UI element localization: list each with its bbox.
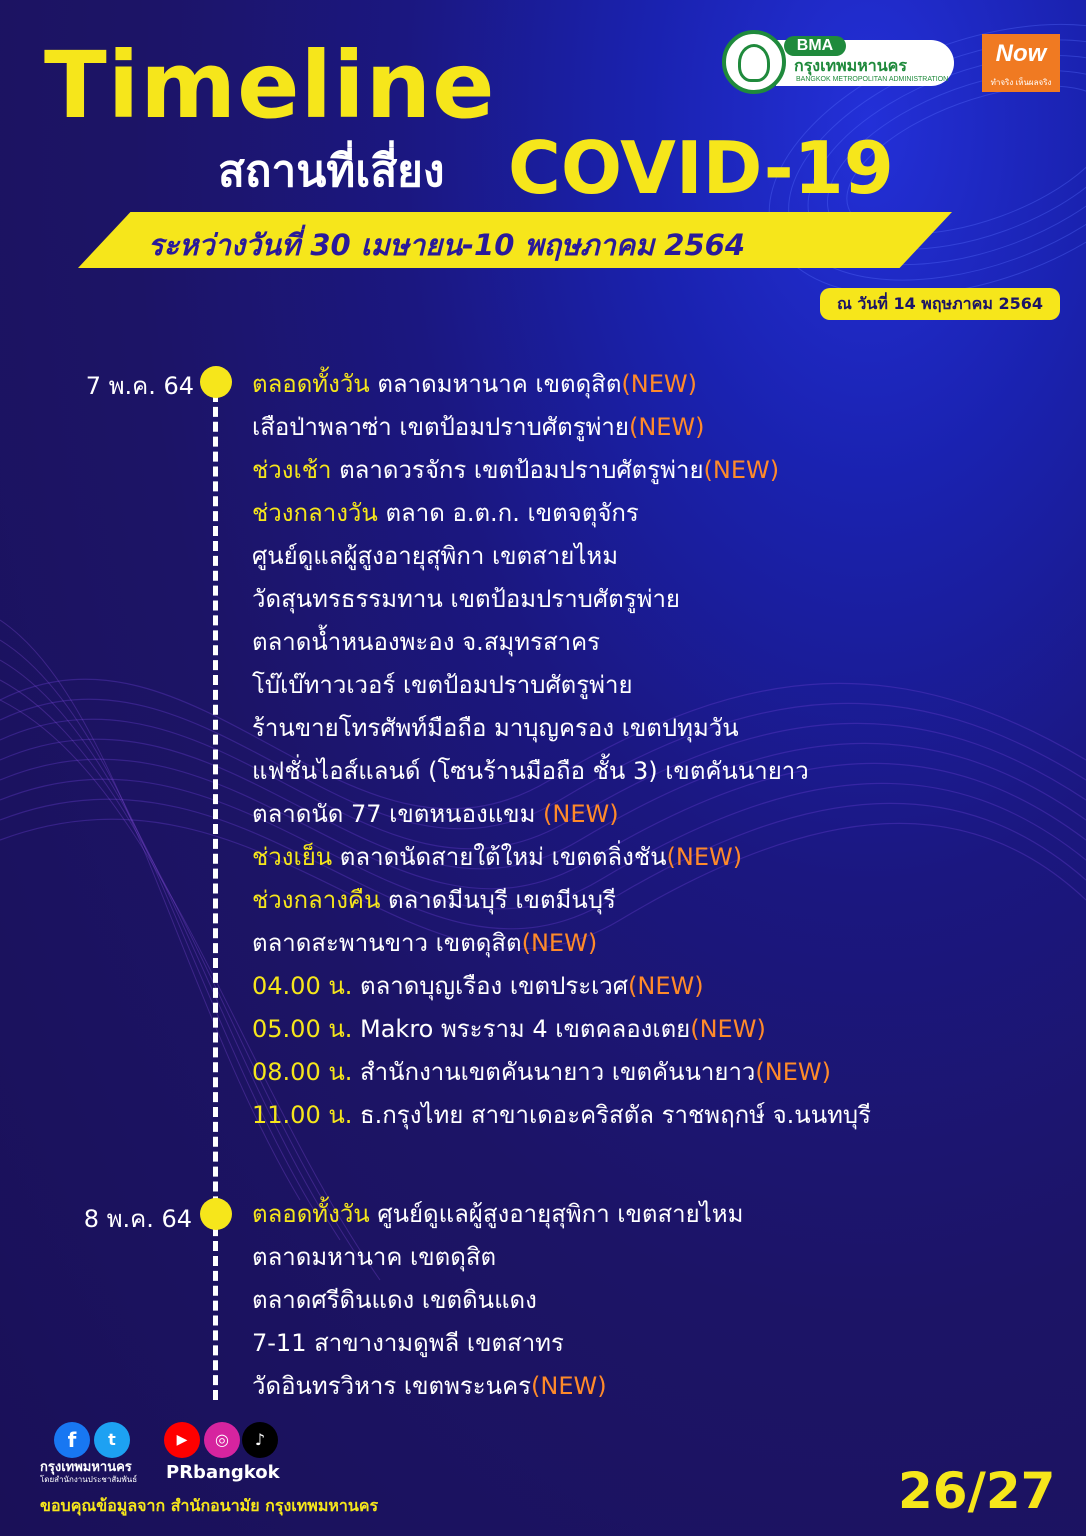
entry-place: ศูนย์ดูแลผู้สูงอายุสุพิกา เขตสายไหม	[377, 1200, 744, 1228]
entry-place: ตลาดวรจักร เขตป้อมปราบศัตรูพ่าย	[339, 456, 704, 484]
footer-org-name: กรุงเทพมหานคร	[40, 1460, 132, 1475]
entry-place: ธ.กรุงไทย สาขาเดอะคริสตัล ราชพฤกษ์ จ.นนทบุรี	[360, 1101, 872, 1129]
entry-time: 05.00 น.	[252, 1015, 360, 1043]
entry-time: 11.00 น.	[252, 1101, 360, 1129]
timeline-dot	[200, 1198, 232, 1230]
entry-place: 7-11 สาขางามดูพลี เขตสาทร	[252, 1329, 564, 1357]
footer-org-sub: โดยสำนักงานประชาสัมพันธ์	[40, 1475, 138, 1484]
twitter-icon[interactable]: t	[94, 1422, 130, 1458]
facebook-icon[interactable]: f	[54, 1422, 90, 1458]
timeline-entry	[252, 707, 871, 750]
entry-place: ศูนย์ดูแลผู้สูงอายุสุพิกา เขตสายไหม	[252, 542, 619, 570]
timeline-entry	[252, 492, 871, 535]
new-badge: (NEW)	[621, 370, 697, 398]
entry-time: 04.00 น.	[252, 972, 360, 1000]
timeline-entry	[252, 535, 871, 578]
new-badge: (NEW)	[755, 1058, 831, 1086]
timeline-entry	[252, 1094, 871, 1137]
timeline-entry	[252, 406, 871, 449]
timeline-entry	[252, 1322, 743, 1365]
entry-place: วัดสุนทรธรรมทาน เขตป้อมปราบศัตรูพ่าย	[252, 585, 680, 613]
timeline-entry	[252, 578, 871, 621]
timeline-entry	[252, 449, 871, 492]
timeline-entry	[252, 1279, 743, 1322]
entry-place: ตลาดสะพานขาว เขตดุสิต	[252, 929, 522, 957]
new-badge: (NEW)	[521, 929, 598, 957]
subtitle-thai: สถานที่เสี่ยง	[218, 146, 445, 197]
timeline-entry	[252, 922, 871, 965]
entry-place: ตลาดมหานาค เขตดุสิต	[377, 370, 622, 398]
timeline-group-2	[252, 1193, 743, 1408]
entry-time: ช่วงกลางวัน	[252, 499, 386, 527]
timeline-group-1	[252, 363, 871, 1137]
timeline-entry	[252, 1193, 743, 1236]
new-badge: (NEW)	[531, 1372, 607, 1400]
entry-place: Makro พระราม 4 เขตคลองเตย	[360, 1015, 691, 1043]
timeline-line	[213, 392, 218, 1400]
new-badge: (NEW)	[690, 1015, 766, 1043]
bma-tag: BMA	[784, 36, 846, 56]
timeline-entry	[252, 1008, 871, 1051]
timeline-entry	[252, 836, 871, 879]
tiktok-icon[interactable]: ♪	[242, 1422, 278, 1458]
entry-place: ร้านขายโทรศัพท์มือถือ มาบุญครอง เขตปทุมวัน	[252, 714, 739, 742]
entry-time: ช่วงเย็น	[252, 843, 340, 871]
now-logo-text: Now	[995, 40, 1047, 67]
entry-place: ตลาดนัด 77 เขตหนองแขม	[252, 800, 544, 828]
entry-place: ตลาดศรีดินแดง เขตดินแดง	[252, 1286, 537, 1314]
new-badge: (NEW)	[703, 456, 780, 484]
entry-time: ช่วงกลางคืน	[252, 886, 389, 914]
entry-place: ตลาดนัดสายใต้ใหม่ เขตตลิ่งชัน	[339, 843, 667, 871]
timeline-entry	[252, 965, 871, 1008]
entry-place: โบ๊เบ๊ทาวเวอร์ เขตป้อมปราบศัตรูพ่าย	[252, 671, 633, 699]
entry-place: สำนักงานเขตคันนายาว เขตคันนายาว	[360, 1058, 756, 1086]
timeline-entry	[252, 621, 871, 664]
youtube-icon[interactable]: ▶	[164, 1422, 200, 1458]
timeline-dot	[200, 366, 232, 398]
new-badge: (NEW)	[666, 843, 743, 871]
new-badge: (NEW)	[628, 972, 704, 1000]
entry-place: ตลาดน้ำหนองพะอง จ.สมุทรสาคร	[252, 628, 601, 656]
timeline-entry	[252, 879, 871, 922]
instagram-icon[interactable]: ◎	[204, 1422, 240, 1458]
bma-name-thai: กรุงเทพมหานคร	[794, 56, 907, 75]
social-handle: PRbangkok	[166, 1462, 280, 1483]
as-of-badge: ณ วันที่ 14 พฤษภาคม 2564	[820, 288, 1060, 320]
entry-time: ช่วงเช้า	[252, 456, 340, 484]
page-title: Timeline	[44, 32, 496, 139]
bma-seal-icon	[722, 30, 786, 94]
entry-time: ตลอดทั้งวัน	[252, 1200, 378, 1228]
date-range-text: ระหว่างวันที่ 30 เมษายน-10 พฤษภาคม 2564	[148, 228, 746, 262]
timeline-entry	[252, 1051, 871, 1094]
entry-time: 08.00 น.	[252, 1058, 360, 1086]
entry-time: ตลอดทั้งวัน	[252, 370, 378, 398]
timeline-date: 8 พ.ค. 64	[83, 1205, 192, 1233]
entry-place: ตลาดมีนบุรี เขตมีนบุรี	[388, 886, 616, 914]
entry-place: ตลาดมหานาค เขตดุสิต	[252, 1243, 497, 1271]
data-credit: ขอบคุณข้อมูลจาก สำนักอนามัย กรุงเทพมหานคร	[40, 1496, 379, 1515]
timeline-entry	[252, 750, 871, 793]
timeline-entry	[252, 1365, 743, 1408]
entry-place: ตลาด อ.ต.ก. เขตจตุจักร	[385, 499, 639, 527]
now-logo	[982, 34, 1060, 92]
entry-place: ตลาดบุญเรือง เขตประเวศ	[360, 972, 629, 1000]
entry-place: เสือป่าพลาซ่า เขตป้อมปราบศัตรูพ่าย	[252, 413, 629, 441]
timeline-entry	[252, 1236, 743, 1279]
timeline-entry	[252, 664, 871, 707]
entry-place: วัดอินทรวิหาร เขตพระนคร	[252, 1372, 532, 1400]
timeline-entry	[252, 793, 871, 836]
now-logo-tagline: ทำจริง เห็นผลจริง	[990, 78, 1052, 87]
page-number: 26/27	[898, 1462, 1056, 1520]
new-badge: (NEW)	[543, 800, 619, 828]
timeline-entry	[252, 363, 871, 406]
new-badge: (NEW)	[628, 413, 705, 441]
bma-logo	[722, 30, 954, 94]
bma-name-english: BANGKOK METROPOLITAN ADMINISTRATION	[796, 76, 949, 83]
subtitle-covid: COVID-19	[508, 126, 894, 210]
timeline-date: 7 พ.ค. 64	[85, 372, 194, 400]
entry-place: แฟชั่นไอส์แลนด์ (โซนร้านมือถือ ชั้น 3) เขตคันนายาว	[252, 757, 809, 785]
